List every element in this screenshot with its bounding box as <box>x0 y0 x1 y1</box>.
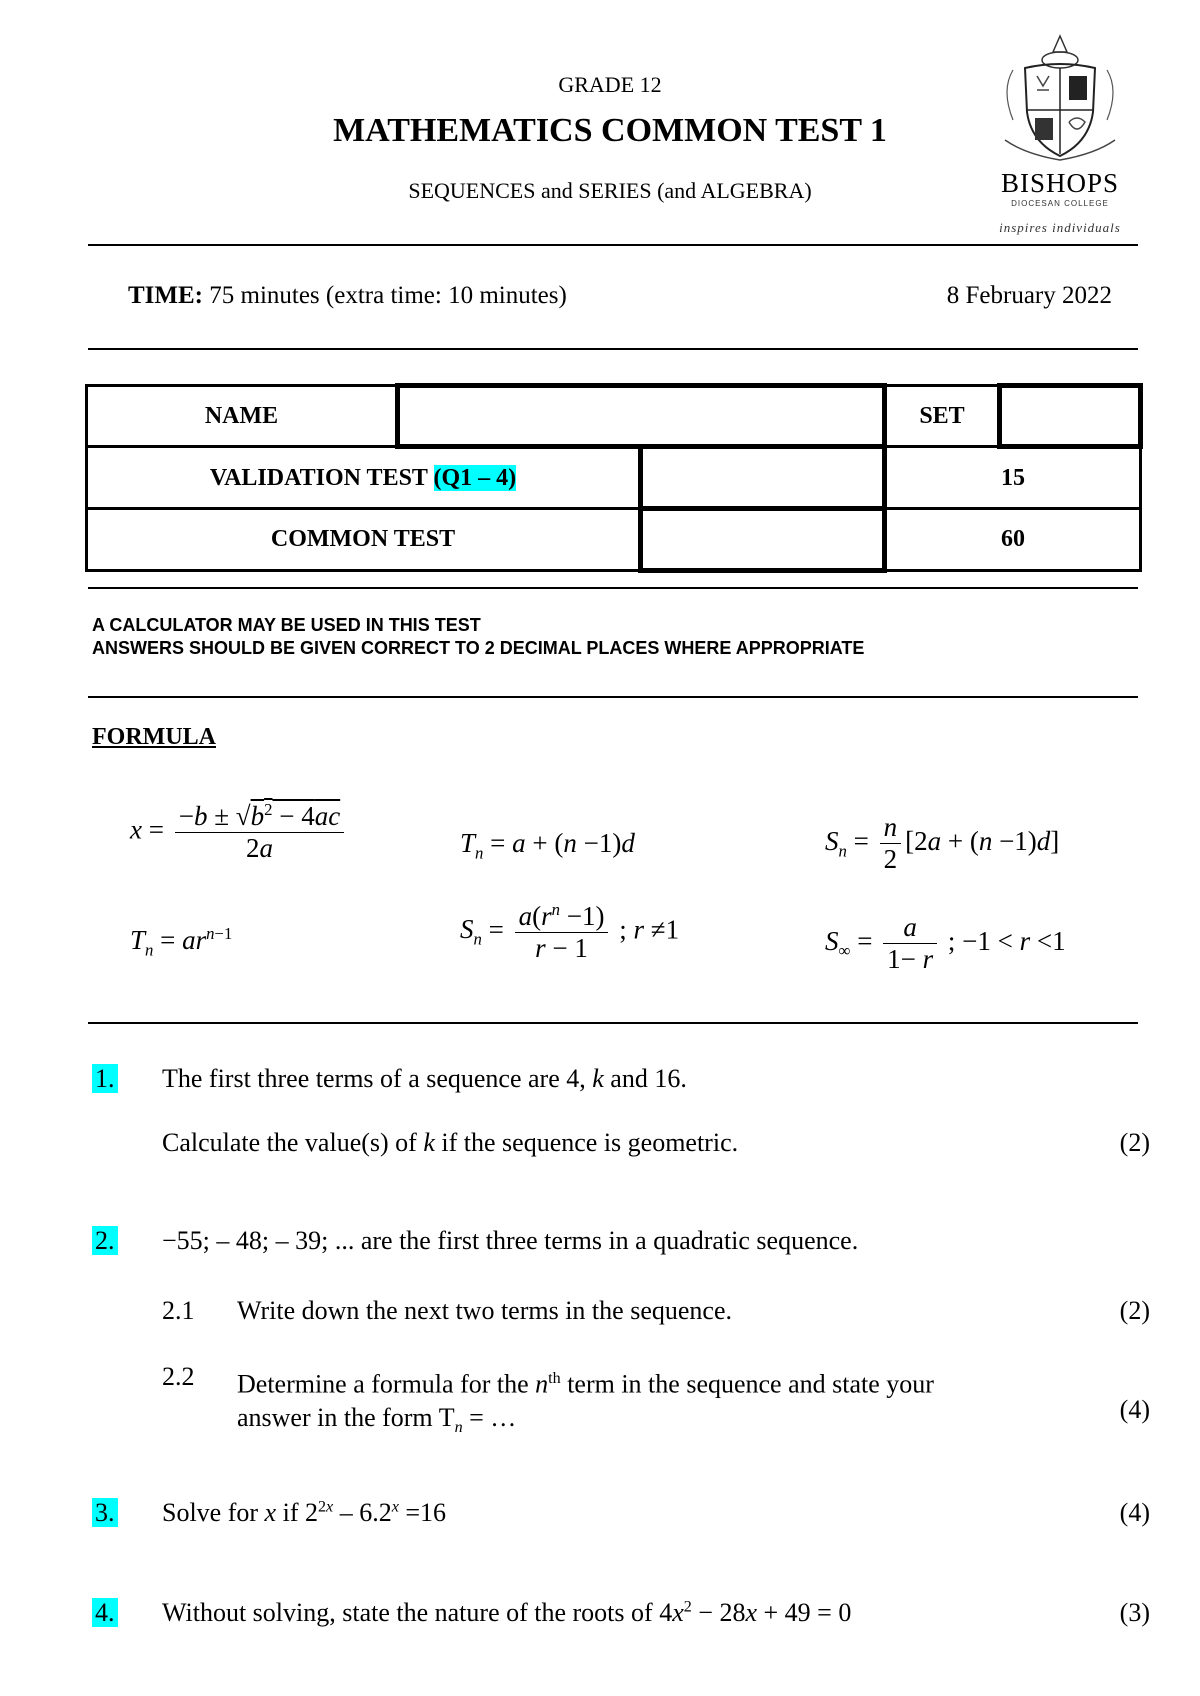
divider <box>88 1022 1138 1024</box>
validation-test-label: VALIDATION TEST (Q1 – 4) <box>87 447 641 509</box>
question-2-1-marks: (2) <box>1119 1296 1150 1325</box>
question-2-1-text: Write down the next two terms in the sequence. <box>237 1296 732 1325</box>
question-3-marks: (4) <box>1119 1498 1150 1527</box>
formula-arithmetic-sum: $S_n$ = $\frac{n}{2}$ [2a + (n −1)d] <box>825 812 1060 875</box>
divider <box>88 348 1138 350</box>
question-3-text: Solve for x if $2^{2x} - 6.2^x =16$ <box>162 1498 447 1527</box>
divider <box>88 696 1138 698</box>
score-table <box>85 383 1143 573</box>
logo-name: BISHOPS <box>1000 168 1120 198</box>
school-logo <box>985 30 1135 235</box>
question-number: 2. <box>92 1226 118 1256</box>
instruction-line: ANSWERS SHOULD BE GIVEN CORRECT TO 2 DECIMAL PLACES WHERE APPROPRIATE <box>92 638 865 658</box>
question-number: 3. <box>92 1498 118 1528</box>
question-4-equation: $4x^2 - 28x + 49 = 0$ <box>659 1598 852 1627</box>
page-subtitle: SEQUENCES and SERIES (and ALGEBRA) <box>408 178 812 203</box>
formula-geometric-sum: $S_n$ = $\frac{a(r^n -1)}{r - 1}$ ; r ≠1 <box>460 900 680 964</box>
common-score-field[interactable] <box>641 509 885 571</box>
formula-arithmetic-term: $T_n = a + (n -1)d$ <box>460 828 635 863</box>
question-1-marks: (2) <box>1119 1128 1150 1157</box>
question-4-text: Without solving, state the nature of the roots of $4x^2 - 28x + 49 = 0$ <box>162 1598 852 1627</box>
common-total: 60 <box>885 509 1141 571</box>
question-1-text: The first three terms of a sequence are 4, k and 16. <box>162 1064 687 1093</box>
time-line <box>128 282 567 310</box>
time-value: 75 minutes (extra time: 10 minutes) <box>203 282 567 309</box>
name-label: NAME <box>87 386 398 447</box>
set-field[interactable] <box>1000 386 1141 447</box>
logo-tagline: inspires individuals <box>999 220 1121 235</box>
question-number: 4. <box>92 1598 118 1628</box>
time-label: TIME: <box>128 282 203 309</box>
question-3-equation: $2^{2x} - 6.2^x =16$ <box>304 1498 447 1527</box>
formula-heading: FORMULA <box>92 724 216 750</box>
instruction-line: A CALCULATOR MAY BE USED IN THIS TEST <box>92 615 481 635</box>
question-4-marks: (3) <box>1119 1598 1150 1627</box>
validation-range-highlight: (Q1 – 4) <box>433 464 517 491</box>
question-2-text: −55; – 48; – 39; ... are the first three terms in a quadratic sequence. <box>162 1226 859 1255</box>
question-number: 1. <box>92 1064 118 1094</box>
formula-geometric-term: $T_n = ar^{n-1}$ <box>130 924 233 960</box>
instructions <box>92 614 864 660</box>
page-title: MATHEMATICS COMMON TEST 1 <box>333 112 887 149</box>
question-2-2-text: Determine a formula for the $n^{th}$ term in the sequence and state your answer in the form $T_n$ = … <box>237 1369 934 1436</box>
grade-label: GRADE 12 <box>558 72 662 97</box>
question-2-2-number: 2.2 <box>162 1362 195 1391</box>
common-test-label: COMMON TEST <box>87 509 641 571</box>
validation-total: 15 <box>885 447 1141 509</box>
question-1-instruction: Calculate the value(s) of k if the sequence is geometric. <box>162 1128 739 1157</box>
formula-quadratic: x = $\frac{-b \pm √b^2 - 4ac}{2a}$ <box>130 800 348 864</box>
logo-sub: DIOCESAN COLLEGE <box>1011 199 1109 208</box>
crest-icon <box>985 30 1135 165</box>
question-2-1-number: 2.1 <box>162 1296 195 1325</box>
set-label: SET <box>885 386 1000 447</box>
validation-score-field[interactable] <box>641 447 885 509</box>
divider <box>88 587 1138 589</box>
divider <box>88 244 1138 246</box>
test-date: 8 February 2022 <box>946 282 1112 309</box>
formula-sum-to-infinity: $S_\infty$ = $\frac{a}{1- r}$ ; −1 < r <1 <box>825 912 1066 975</box>
name-field[interactable] <box>398 386 885 447</box>
question-2-2-marks: (4) <box>1119 1395 1150 1424</box>
